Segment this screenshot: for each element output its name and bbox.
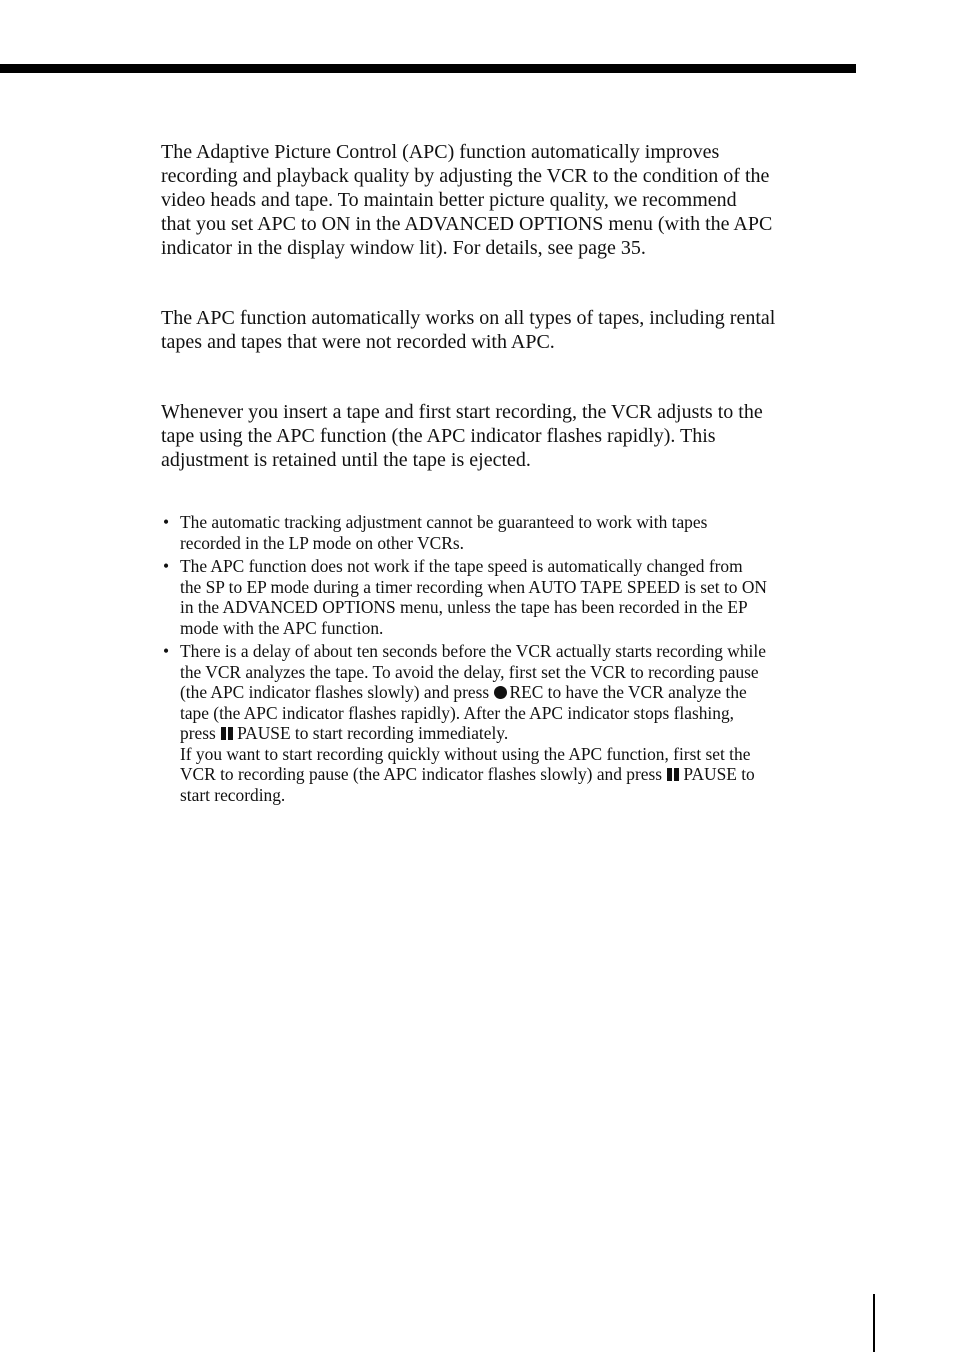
text-line: tape (the APC indicator flashes rapidly). After the APC indicator stops flashing, <box>180 702 734 723</box>
text-line: recorded in the LP mode on other VCRs. <box>180 532 464 553</box>
note-item <box>161 641 767 805</box>
text-line: tape using the APC function (the APC indicator flashes rapidly). This <box>161 425 716 447</box>
text-line: the SP to EP mode during a timer recording when AUTO TAPE SPEED is set to ON <box>180 576 767 597</box>
text-segment: press <box>180 723 221 743</box>
paragraph-apc-tapes <box>161 306 775 354</box>
text-line: tapes and tapes that were not recorded with APC. <box>161 331 555 353</box>
record-dot-icon <box>494 686 507 699</box>
text-line: in the ADVANCED OPTIONS menu, unless the tape has been recorded in the EP <box>180 597 748 617</box>
top-rule <box>0 64 856 73</box>
text-line: Whenever you insert a tape and first start recording, the VCR adjusts to the <box>161 401 763 423</box>
bullet: • <box>163 512 170 532</box>
bullet: • <box>163 556 170 576</box>
pause-icon <box>667 768 680 781</box>
text-line: that you set APC to ON in the ADVANCED OPTIONS menu (with the APC <box>161 213 773 235</box>
text-line: The APC function automatically works on all types of tapes, including rental <box>161 307 776 329</box>
text-line: adjustment is retained until the tape is ejected. <box>161 449 531 471</box>
notes-list <box>161 512 767 808</box>
text-segment: (the APC indicator flashes slowly) and press <box>180 682 494 702</box>
note-item <box>161 512 767 553</box>
text-line <box>180 682 767 703</box>
text-segment: PAUSE to start recording immediately. <box>237 723 509 743</box>
text-line: indicator in the display window lit). For details, see page 35. <box>161 237 646 259</box>
text-segment: VCR to recording pause (the APC indicator flashes slowly) and press <box>180 764 667 784</box>
paragraph-apc-adjust <box>161 400 763 472</box>
text-line: video heads and tape. To maintain better picture quality, we recommend <box>161 189 737 211</box>
text-line: the VCR analyzes the tape. To avoid the delay, first set the VCR to recording pause <box>180 661 759 682</box>
text-segment: REC to have the VCR analyze the <box>509 682 747 702</box>
text-line: The Adaptive Picture Control (APC) function automatically improves <box>161 141 720 163</box>
paragraph-apc-intro <box>161 140 772 260</box>
text-segment: PAUSE to <box>683 764 755 784</box>
text-line: The APC function does not work if the tape speed is automatically changed from <box>180 556 743 576</box>
text-line: mode with the APC function. <box>180 617 384 638</box>
text-line <box>180 723 767 744</box>
text-line: recording and playback quality by adjusting the VCR to the condition of the <box>161 165 770 187</box>
text-line: The automatic tracking adjustment cannot be guaranteed to work with tapes <box>180 512 708 532</box>
pause-icon <box>221 727 234 740</box>
side-rule <box>873 1294 875 1352</box>
bullet: • <box>163 641 170 661</box>
note-item <box>161 556 767 638</box>
text-line: start recording. <box>180 784 286 805</box>
text-line: There is a delay of about ten seconds before the VCR actually starts recording while <box>180 641 766 661</box>
text-line <box>180 764 767 785</box>
text-line: If you want to start recording quickly without using the APC function, first set the <box>180 743 751 764</box>
